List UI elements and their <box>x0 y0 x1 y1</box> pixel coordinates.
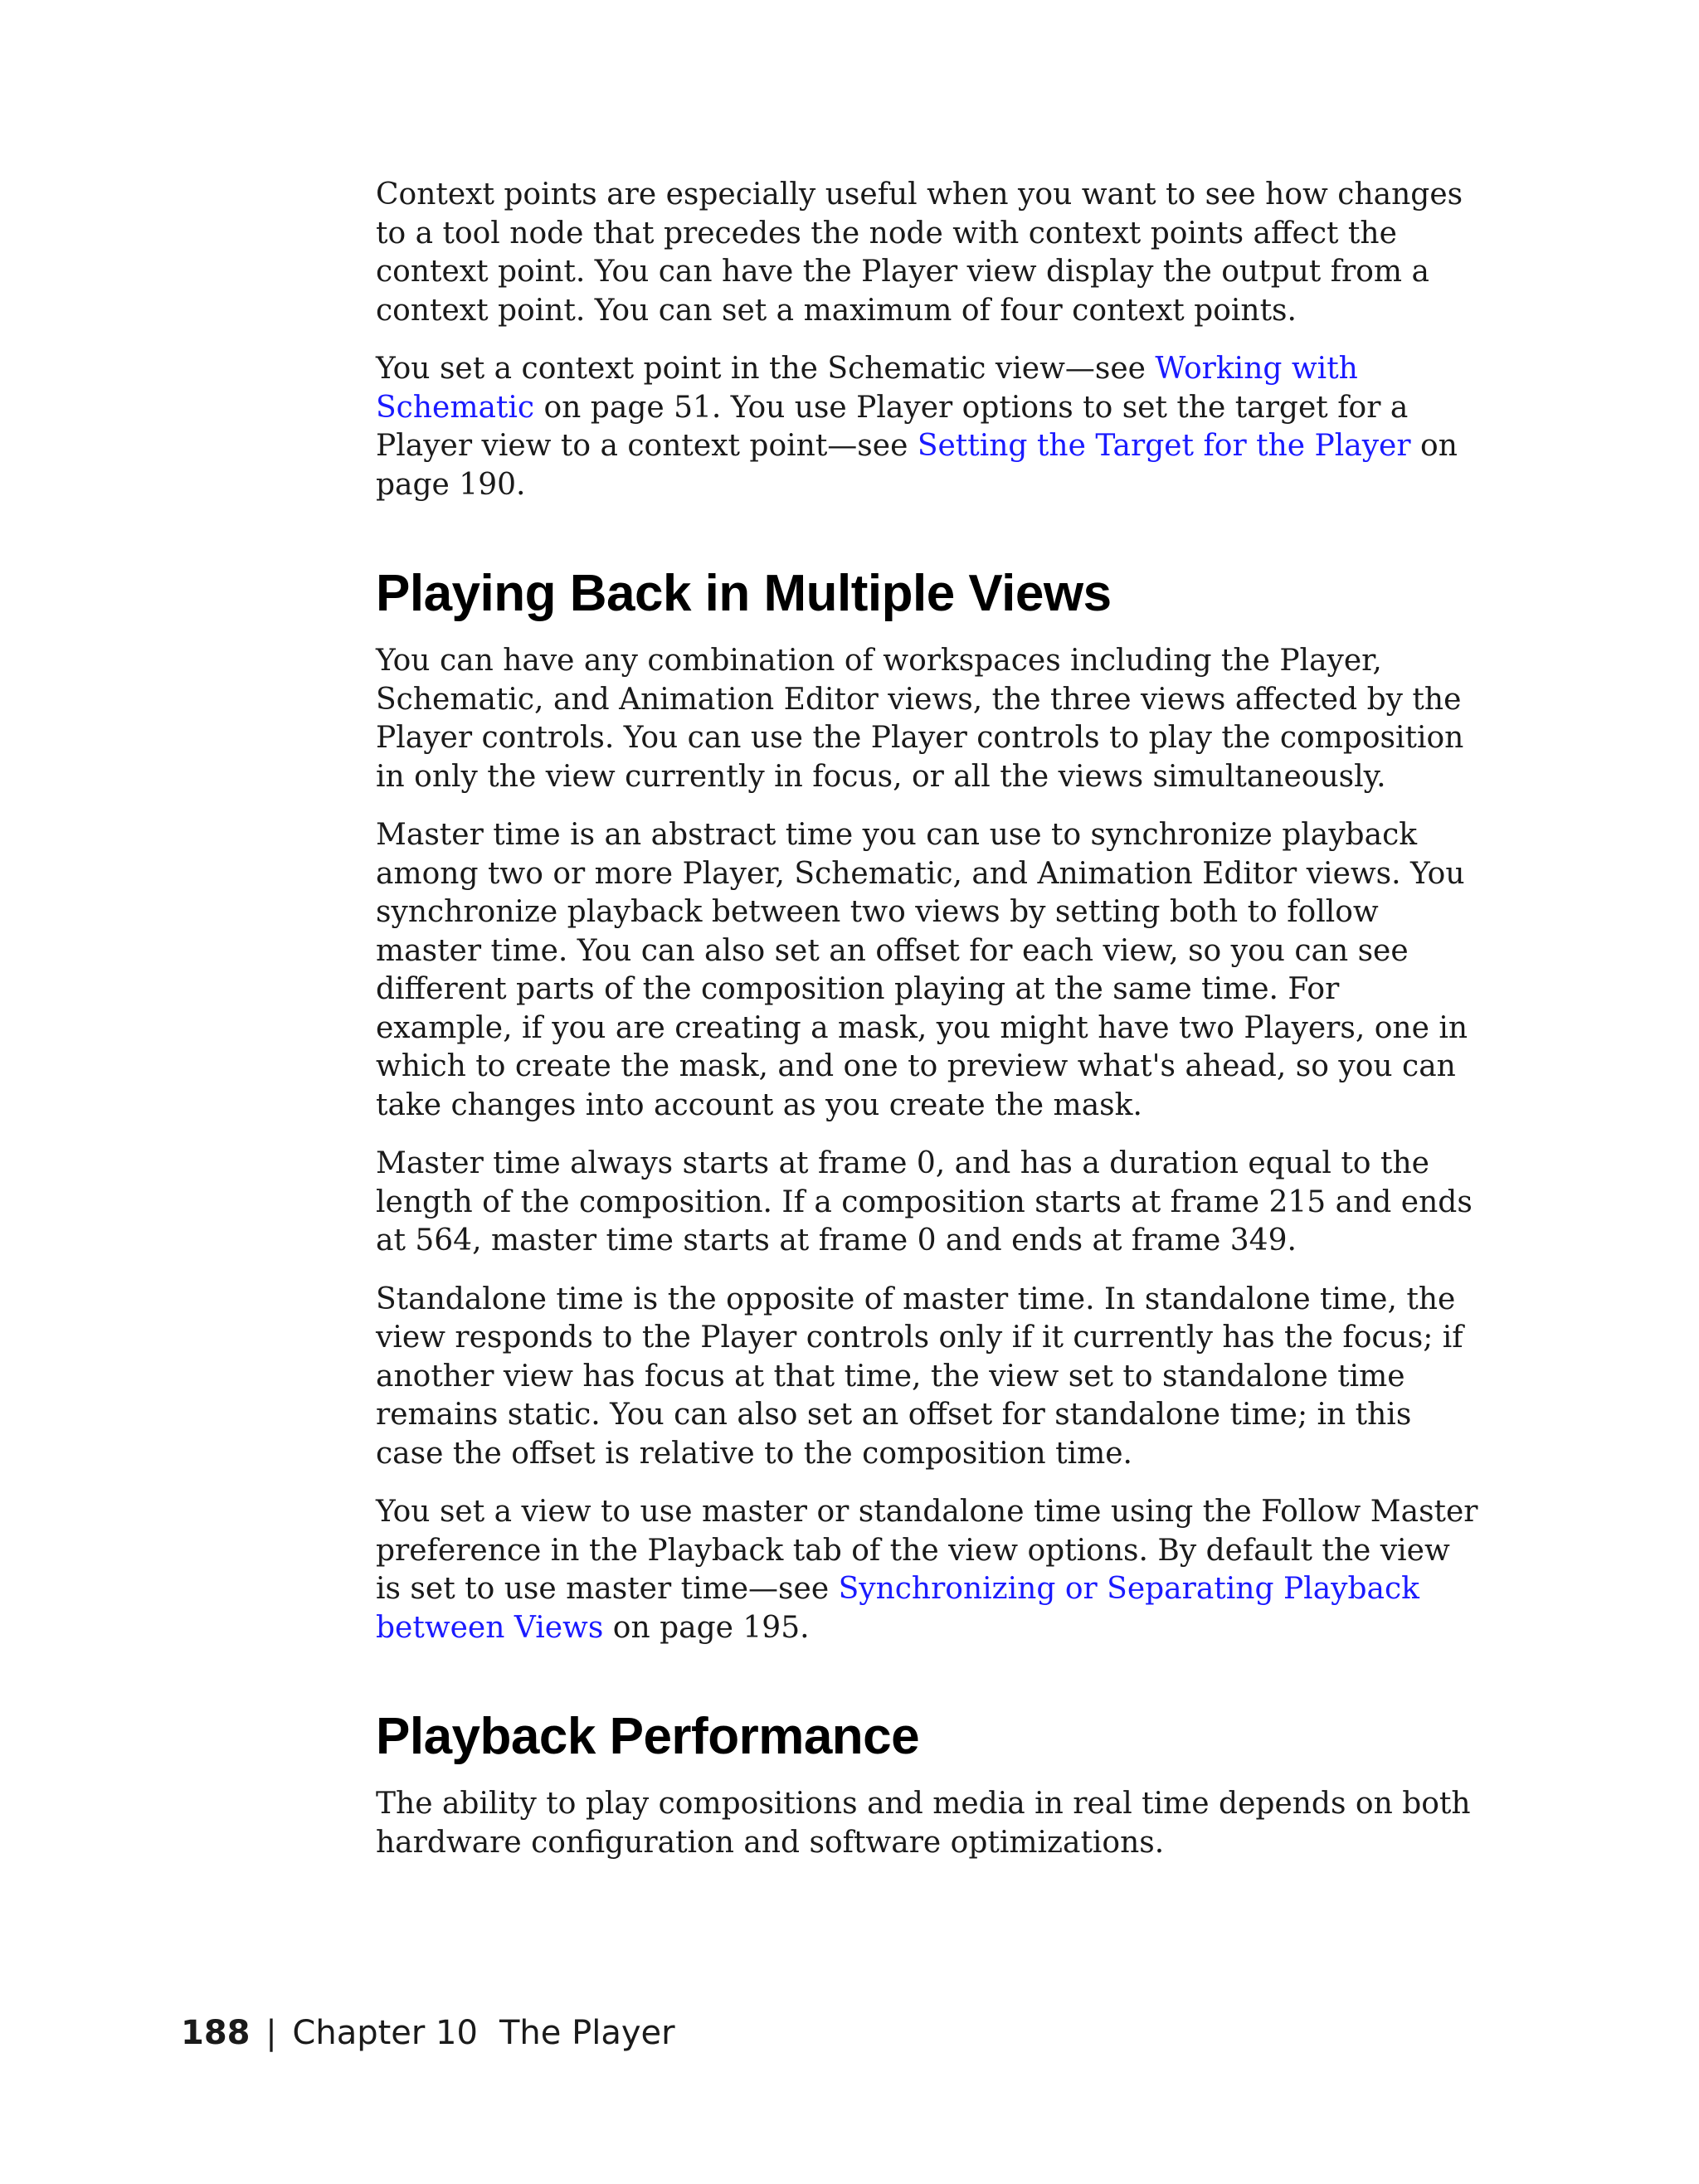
link-setting-target-for-player[interactable]: Setting the Target for the Player <box>917 429 1411 463</box>
paragraph-master-time-start: Master time always starts at frame 0, and has a duration equal to the length of the composition. If a composition starts at frame 215 and ends at 564, master time starts at frame 0 and ends at frame 349. <box>376 1146 1473 1257</box>
paragraph-playback-ability: The ability to play compositions and media in real time depends on both hardware configuration and software optimizations. <box>376 1787 1471 1860</box>
paragraph-follow-master <box>376 1493 1479 1647</box>
footer-chapter-title: The Player <box>499 2014 675 2052</box>
page-content <box>376 176 1479 1882</box>
heading-playback-performance: Playback Performance <box>376 1708 920 1765</box>
paragraph-workspaces: You can have any combination of workspaces including the Player, Schematic, and Animation Editor views, the three views affected by the Player controls. You can use the Player controls to play the composition in only the view currently in focus, or all the views simultaneously. <box>376 644 1464 794</box>
text-segment: on page 190. <box>376 429 1458 502</box>
text-segment: on page 195. <box>603 1610 810 1645</box>
page-number: 188 <box>181 2014 251 2052</box>
page-footer <box>181 2014 675 2052</box>
text-segment: You set a view to use master or standalone time using the Follow Master preference in the Playback tab of the view options. By default the view is set to use master time—see <box>376 1495 1478 1606</box>
link-synchronizing-playback[interactable]: Synchronizing or Separating Playback between Views <box>376 1572 1419 1645</box>
text-segment: You set a context point in the Schematic view—see <box>376 352 1156 386</box>
footer-separator: | <box>265 2014 277 2052</box>
paragraph-master-time: Master time is an abstract time you can use to synchronize playback among two or more Player, Schematic, and Animation Editor views. You synchronize playback between two views by setting both to follow master time. You can also set an offset for each view, so you can see different parts of the composition playing at the same time. For example, if you are creating a mask, you might have two Players, one in which to create the mask, and one to preview what's ahead, so you can take changes into account as you create the mask. <box>376 818 1468 1122</box>
heading-playing-back-multiple-views: Playing Back in Multiple Views <box>376 565 1112 622</box>
text-segment: on page 51. You use Player options to set the target for a Player view to a context point—see <box>376 390 1409 463</box>
intro-paragraph-set-context-point <box>376 350 1479 504</box>
intro-paragraph-context-points: Context points are especially useful when you want to see how changes to a tool node that precedes the node with context points affect the context point. You can have the Player view display the output from a context point. You can set a maximum of four context points. <box>376 178 1463 328</box>
paragraph-standalone-time: Standalone time is the opposite of master time. In standalone time, the view responds to the Player controls only if it currently has the focus; if another view has focus at that time, the view set to standalone time remains static. You can also set an offset for standalone time; in this case the offset is relative to the composition time. <box>376 1282 1463 1471</box>
footer-chapter: Chapter 10 <box>292 2014 478 2052</box>
link-working-with-schematic[interactable]: Working with Schematic <box>376 352 1358 425</box>
